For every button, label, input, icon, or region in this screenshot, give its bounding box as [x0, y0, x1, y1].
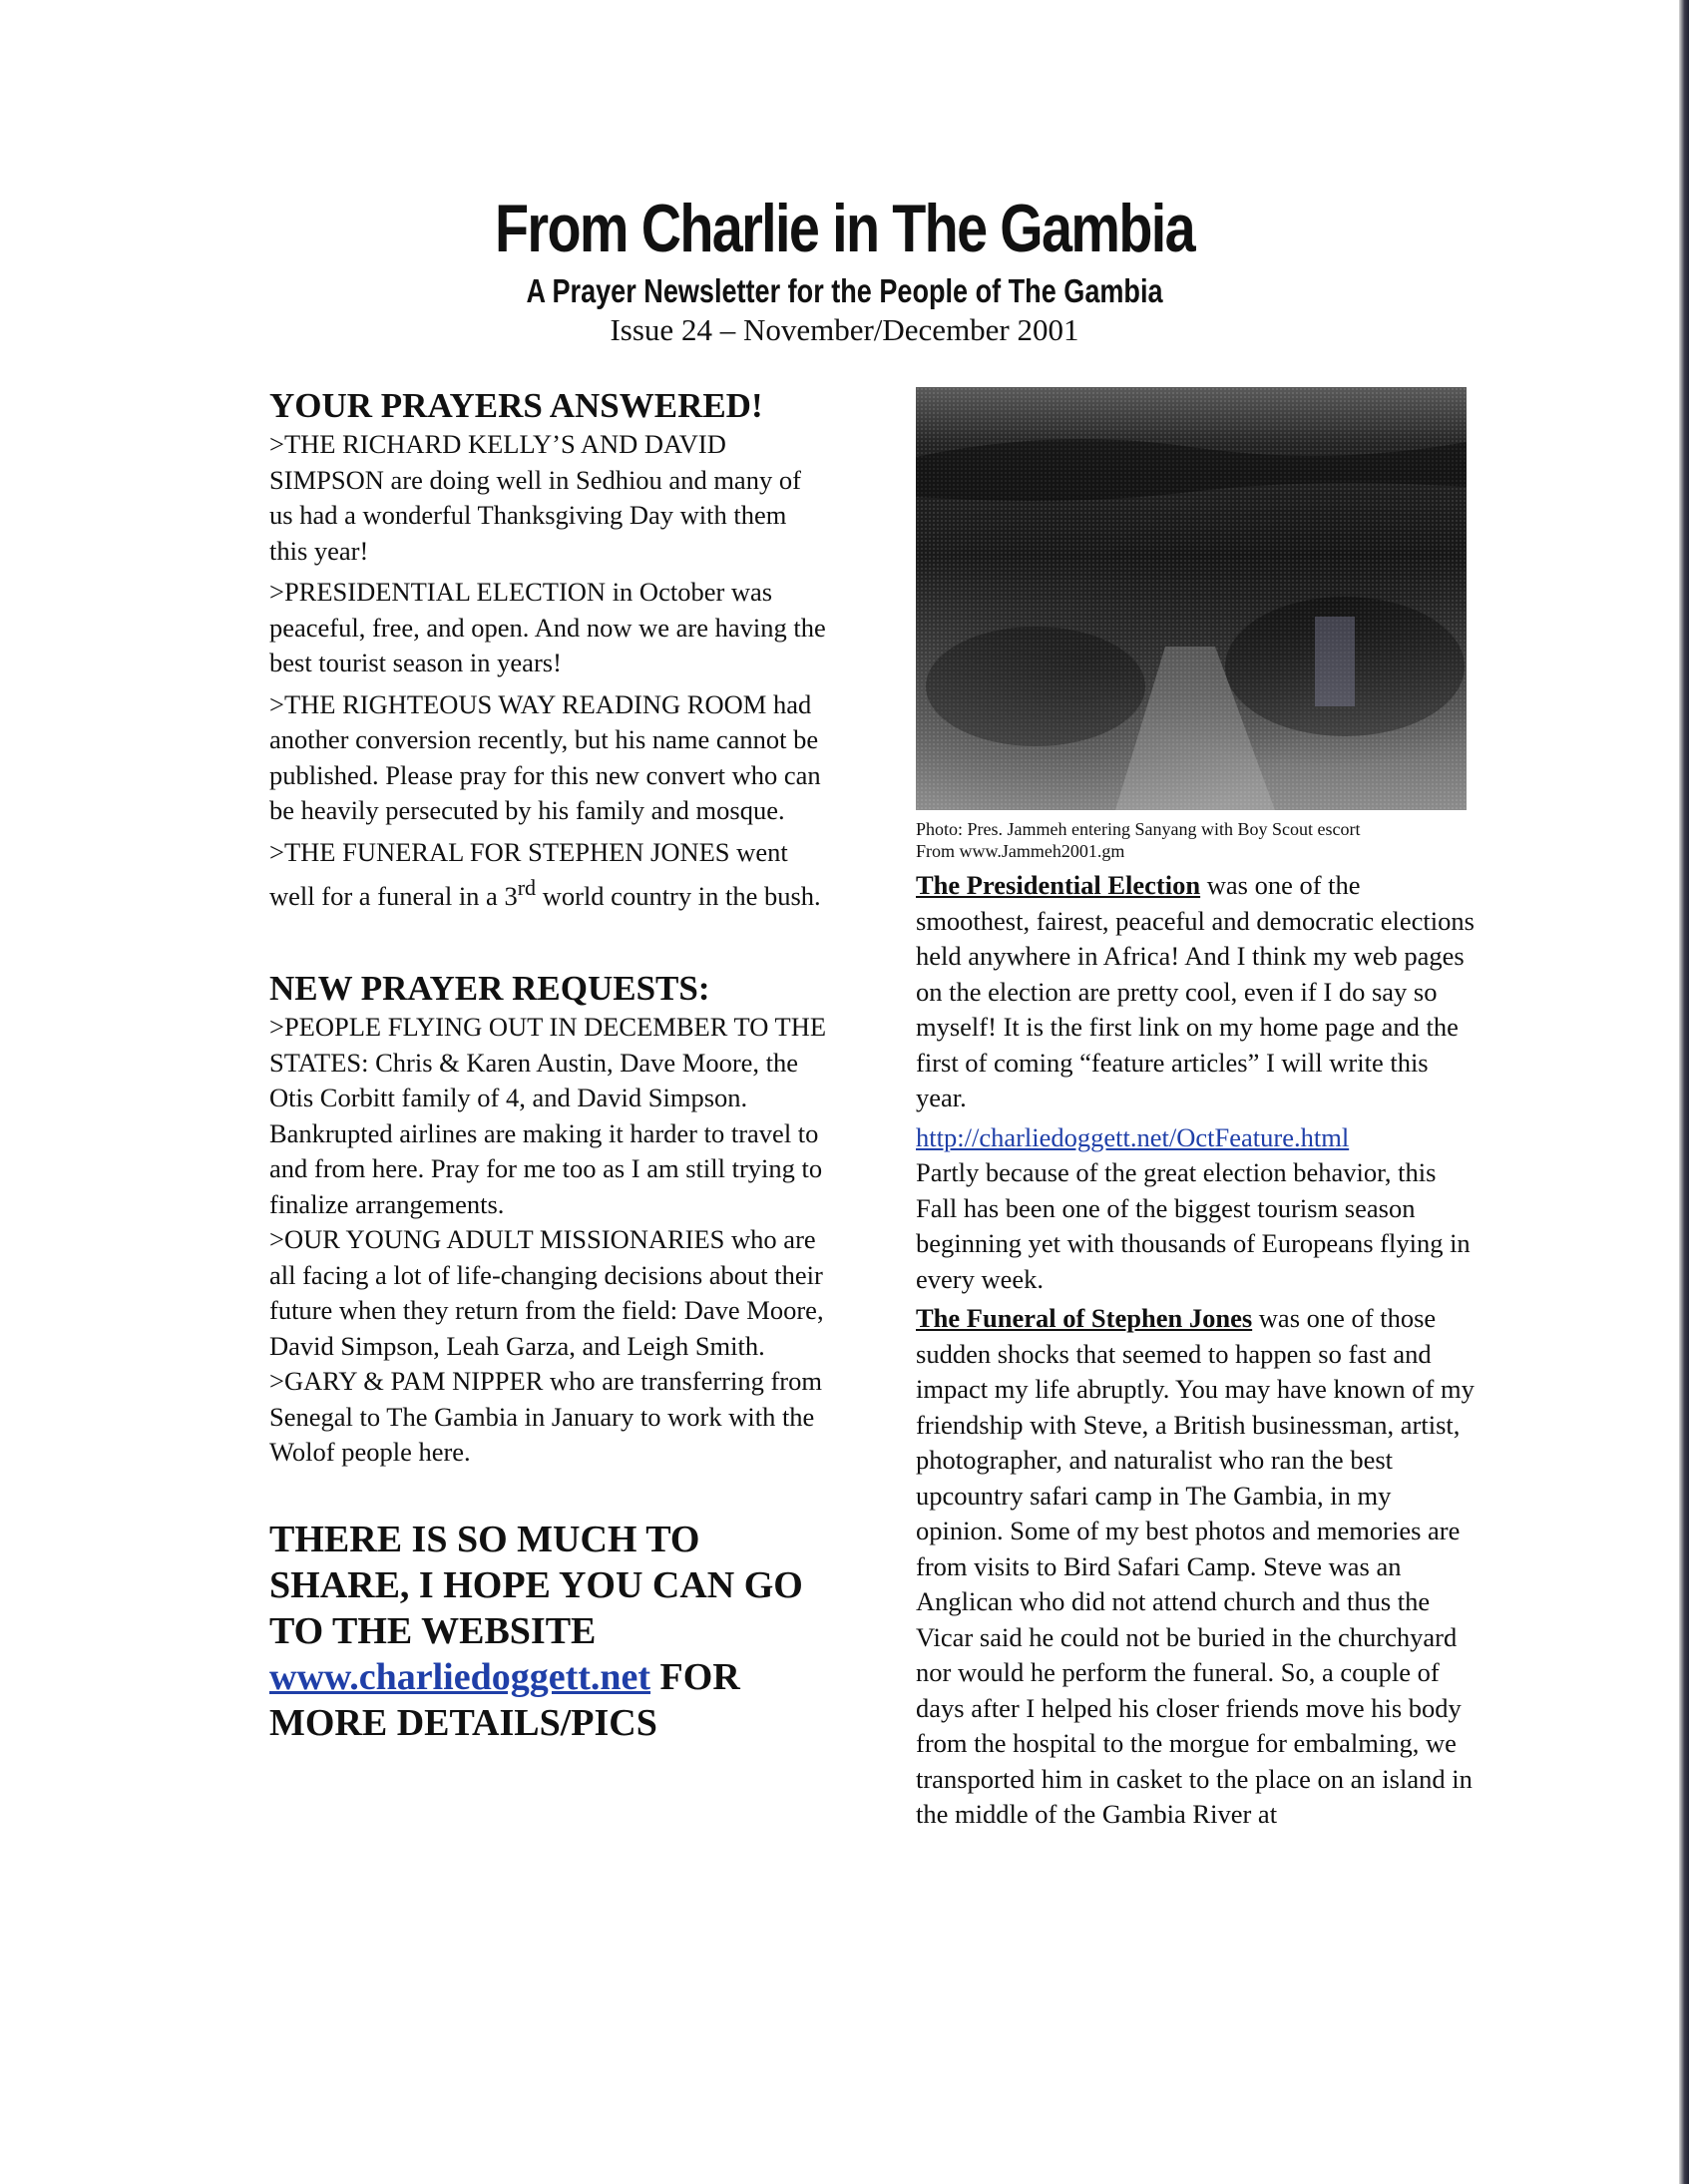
closing-message [269, 1517, 828, 1746]
website-link[interactable]: www.charliedoggett.net [269, 1655, 651, 1698]
answered-item-funeral [269, 835, 828, 915]
funeral-lead: The Funeral of Stephen Jones [916, 1303, 1253, 1333]
answered-item: >THE RIGHTEOUS WAY READING ROOM had another conversion recently, but his name cannot be published. Please pray for this new convert who can be heavily persecuted by his family and mosque. [269, 688, 821, 825]
funeral-paragraph [916, 1301, 1475, 1833]
election-paragraph [916, 868, 1475, 1116]
answered-heading: YOUR PRAYERS ANSWERED! [269, 386, 763, 425]
right-column [916, 387, 1475, 1837]
caption-line: Photo: Pres. Jammeh entering Sanyang with Boy Scout escort [916, 819, 1361, 839]
newsletter-subtitle: A Prayer Newsletter for the People of The Gambia [526, 272, 1163, 309]
photo-caption [916, 818, 1475, 862]
answered-item: >THE RICHARD KELLY’S AND DAVID SIMPSON are doing well in Sedhiou and many of us had a wonderful Thanksgiving Day with them this year! [269, 429, 801, 566]
answered-item: >PRESIDENTIAL ELECTION in October was peaceful, free, and open. And now we are having the best tourist season in years! [269, 577, 826, 677]
request-item: >PEOPLE FLYING OUT IN DECEMBER TO THE STATES: Chris & Karen Austin, Dave Moore, the Otis Corbitt family of 4, and David Simpson. Bankrupted airlines are making it harder to travel to and from here. Pray for me too as I am still trying to finalize arrangements. [269, 1012, 827, 1219]
ordinal-suffix: rd [517, 875, 537, 900]
funeral-text-start: >THE FUNERAL FOR STEPHEN JONES went well for a funeral in a 3 [269, 836, 788, 911]
funeral-text-end: world country in the bush. [536, 880, 821, 911]
caption-source: From www.Jammeh2001.gm [916, 841, 1125, 861]
crowd-photo-image [916, 387, 1467, 810]
feature-article-link[interactable]: http://charliedoggett.net/OctFeature.html [916, 1121, 1350, 1152]
election-lead: The Presidential Election [916, 870, 1201, 900]
closing-text: THERE IS SO MUCH TO SHARE, I HOPE YOU CAN GO TO THE WEBSITE [269, 1518, 803, 1652]
election-link-line [916, 1120, 1475, 1156]
funeral-body: was one of those sudden shocks that seemed to happen so fast and impact my life abruptly. You may have known of my friendship with Steve, a British businessman, artist, photographer, and naturalist who ran the best upcountry safari camp in The Gambia, in my opinion. Some of my best photos and memories are from visits to Bird Safari Camp. Steve was an Anglican who did not attend church and thus the Vicar said he could not be buried in the churchyard nor would he perform the funeral. So, a couple of days after I helped his closer friends move his body from the hospital to the morgue for embalming, we transported him in casket to the place on an island in the middle of the Gambia River at [916, 1303, 1475, 1829]
left-column [269, 385, 828, 1746]
requests-heading: NEW PRAYER REQUESTS: [269, 969, 710, 1009]
election-body: was one of the smoothest, fairest, peaceful and democratic elections held anywhere in Africa! And I think my web pages on the election are pretty cool, even if I do say so myself! It is the first link on my home page and the first of coming “feature articles” I will write this year. [916, 870, 1475, 1112]
issue-line: Issue 24 – November/December 2001 [610, 312, 1079, 347]
masthead [0, 188, 1689, 349]
request-item: >OUR YOUNG ADULT MISSIONARIES who are all facing a lot of life-changing decisions about their future when they return from the field: Dave Moore, David Simpson, Leah Garza, and Leigh Smith. [269, 1224, 824, 1361]
request-item: >GARY & PAM NIPPER who are transferring from Senegal to The Gambia in January to work with the Wolof people here. [269, 1366, 822, 1468]
closing-text-end: FOR MORE DETAILS/PICS [269, 1655, 740, 1744]
election-photo [916, 387, 1467, 810]
tourism-paragraph: Partly because of the great election behavior, this Fall has been one of the biggest tourism season beginning yet with thousands of Europeans flying in every week. [916, 1157, 1471, 1294]
newsletter-title: From Charlie in The Gambia [495, 191, 1194, 266]
